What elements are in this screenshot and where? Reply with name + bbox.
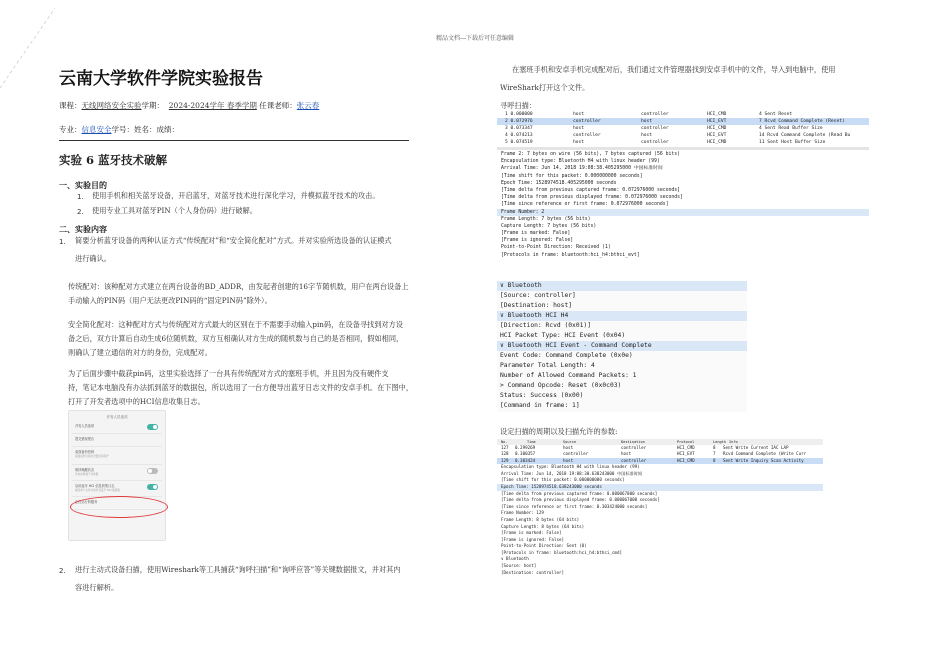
phone-setting-row [72,421,162,434]
purpose-heading: 一、实验目的 [59,181,107,190]
content-item-text: 进行确认。 [75,254,111,263]
phone-setting-label: 提交错误报告 [75,437,95,441]
detail-row[interactable]: [Frame is ignored: False] [501,536,565,542]
detail-row[interactable]: Frame Number: 129 [501,510,544,516]
packet-cell: 0.303424 [515,457,536,463]
protocol-tree-row[interactable]: [Direction: Rcvd (0x01)] [500,322,591,329]
packet-cell: 129 [501,457,509,463]
packet-cell: 4 Sent Reset [759,112,793,117]
right-intro-text: 在塞班手机和安卓手机完成配对后，我们通过文件管理器找到安卓手机中的文件，导入到电脑中，使用 [512,65,836,74]
detail-row[interactable]: [Time shift for this packet: 0.000000000 seconds] [501,173,643,179]
packet-cell: HCI_CMD [707,112,727,117]
packet-cell: controller [621,457,647,463]
purpose-item-text: 使用手机和相关蓝牙设备，开启蓝牙，对蓝牙技术进行深化学习，并模拟蓝牙技术的攻击。 [92,191,380,200]
demo-paragraph: 为了后面步骤中截获pin码，这里实验选择了一台具有传统配对方式的塞班手机，并且因为没有硬件支 [68,369,389,378]
detail-row[interactable]: [Frame is marked: False] [501,530,562,536]
packet-cell: 127 [501,445,509,450]
course-meta-line [59,100,319,111]
pane-divider [497,147,869,150]
packet-cell: Rcvd Command Complete (Write Curr [723,451,807,457]
packet-cell: host [573,112,585,117]
detail-row[interactable]: [Source: host] [501,563,537,569]
packet-row[interactable] [497,125,869,132]
wireshark-capture-1 [497,111,869,277]
packet-cell: host [563,445,574,450]
purpose-item-text: 使用专业工具对蓝牙PIN（个人身份码）进行破解。 [92,206,257,215]
red-annotation-circle [70,496,168,518]
content-item-text: 容进行解析。 [75,583,119,592]
protocol-tree-row[interactable]: > Command Opcode: Reset (0x0c03) [500,382,622,389]
term-label: 学期： [141,101,164,110]
packet-cell: HCI_CMD [677,457,695,463]
packet-cell: host [641,119,653,124]
detail-row[interactable]: Capture Length: 7 bytes (56 bits) [501,223,597,229]
column-header[interactable]: Protocol [677,440,695,444]
header-note: 精品文档---下载后可任意编辑 [435,35,515,42]
toggle-switch-off [147,468,158,474]
packet-cell: 4 Sent Read Buffer Size [759,126,823,131]
packet-cell: controller [641,126,669,131]
packet-cell: host [563,457,574,463]
packet-cell: HCI_CMD [707,126,727,131]
detail-row[interactable]: [Time since reference or first frame: 0.303424000 seconds] [501,503,648,509]
detail-row[interactable]: Epoch Time: 1528974518.638243000 seconds [497,484,823,491]
detail-row[interactable]: Frame Length: 7 bytes (56 bits) [501,216,591,222]
packet-cell: host [573,140,585,145]
detail-row[interactable]: Frame Length: 8 bytes (64 bits) [501,516,580,522]
packet-cell: 2 0.072976 [505,119,533,124]
student-info-labels: 学号：姓名：成绩： [111,125,179,134]
purpose-item-number: 1. [77,193,84,201]
packet-cell: controller [641,112,669,117]
phone-developer-options-screenshot [68,410,166,541]
toggle-switch-on [147,484,158,490]
packet-cell: host [573,126,585,131]
column-header[interactable]: Length [713,440,726,444]
packet-cell: 11 Sent Host Buffer Size [759,140,826,145]
detail-row[interactable]: [Time delta from previous captured frame: 0.072976000 seconds] [501,187,681,193]
detail-row[interactable]: Point-to-Point Direction: Sent (0) [501,543,587,549]
report-title: 云南大学软件学院实验报告 [59,69,263,89]
protocol-tree-row[interactable]: [Command in frame: 1] [500,402,580,409]
course-label: 课程： [59,101,82,110]
detail-row[interactable]: [Time shift for this packet: 0.000000000 seconds] [501,477,625,483]
phone-setting-label: 开发人员选项 [75,424,95,428]
packet-cell: HCI_EVT [707,133,727,138]
detail-row[interactable]: [Time delta from previous captured frame: 0.000067000 seconds] [501,490,658,496]
packet-cell: host [621,451,632,457]
term-value: 2024-2024学年 春季学期 [168,101,257,110]
packet-cell: 1 0.000000 [505,112,533,117]
phone-setting-row [72,481,162,497]
content-item-text: 简要分析蓝牙设备的两种认证方式“传统配对”和“安全简化配对”方式。并对实验所选设备的认证模式 [75,236,392,245]
detail-row[interactable]: [Destination: controller] [501,569,565,575]
column-header[interactable]: Destination [621,440,645,444]
wireshark-capture-2 [497,439,823,581]
detail-row[interactable]: Capture Length: 8 bytes (64 bits) [501,523,585,529]
packet-cell: 8 [713,445,716,450]
protocol-tree-row[interactable]: ∨ Bluetooth HCI Event - Command Complete [497,341,747,351]
phone-setting-sub: 桌面备份目前未设置密码保护 [75,455,109,458]
scan-params-label: 设定扫描的周期以及扫描允许的参数: [500,427,618,436]
detail-row[interactable]: [Time delta from previous displayed frame: 0.072976000 seconds] [501,195,683,201]
detail-row[interactable]: [Time since reference or first frame: 0.072976000 seconds] [501,202,669,208]
packet-cell: HCI_CMD [677,445,695,450]
protocol-tree-row[interactable]: HCI Packet Type: HCI Event (0x04) [500,332,626,339]
detail-row[interactable]: Arrival Time: Jun 14, 2018 19:08:38.638243000 中国标准时间 [501,470,643,476]
packet-cell: controller [563,451,589,457]
packet-row[interactable] [497,139,869,146]
inquiry-scan-label: 寻呼扫描： [500,101,536,110]
content-item-text: 进行主动式设备扫描，使用Wireshark等工具捕获“询呼扫描”和“询呼应答”等关键数据报文，并对其内 [75,565,401,574]
packet-cell: 128 [501,451,509,457]
packet-cell: HCI_EVT [707,119,727,124]
protocol-tree-row[interactable]: [Source: controller] [500,292,576,299]
packet-cell: Sent Write Inquiry Scan Activity [723,457,804,463]
packet-row[interactable] [497,118,869,125]
ssp-paragraph: 则确认了建立通信的对方的身份，完成配对。 [68,348,212,357]
traditional-pairing-paragraph: 手动输入的PIN码（用户无法更改PIN码的“固定PIN码”除外）。 [68,296,272,305]
content-heading: 二、实验内容 [59,225,107,234]
detail-row[interactable]: Encapsulation type: Bluetooth H4 with linux header (99) [501,159,660,165]
protocol-tree-row[interactable]: Number of Allowed Command Packets: 1 [500,372,637,379]
column-header[interactable]: Info [729,440,738,444]
phone-setting-label: 保持唤醒状态 [75,468,95,472]
detail-row[interactable]: ∨ Bluetooth [501,556,529,562]
protocol-tree-row[interactable]: Parameter Total Length: 4 [500,362,595,369]
packet-cell: controller [573,133,601,138]
protocol-tree-row[interactable]: [Destination: host] [500,302,573,309]
detail-row[interactable]: Epoch Time: 1528974518.405295000 seconds [501,180,617,186]
detail-row[interactable]: Encapsulation type: Bluetooth H4 with linux header (99) [501,464,640,470]
packet-row[interactable] [497,111,869,118]
phone-setting-row [72,434,162,447]
packet-row[interactable] [497,132,869,139]
detail-row[interactable]: Arrival Time: Jun 14, 2018 19:08:38.405295000 中国标准时间 [501,166,663,172]
packet-cell: 5 0.074519 [505,140,533,145]
packet-cell: 4 0.074213 [505,133,533,138]
content-item-number: 2. [59,567,66,575]
packet-details [497,151,869,259]
packet-list [497,111,869,146]
packet-cell: host [641,133,653,138]
packet-cell: 0.300357 [515,451,536,457]
packet-cell: 14 Rcvd Command Complete (Read Bu [759,133,851,138]
packet-cell: 7 Rcvd Command Complete (Reset) [759,119,845,124]
phone-setting-label: 启用蓝牙 HCI 信息收集日志 [75,484,115,488]
teacher-label: 任课老师： [259,101,297,110]
ssp-paragraph: 安全简化配对：这种配对方式与传统配对方式最大的区别在于不需要手动输入pin码，在设备寻找到对方设 [68,320,403,329]
packet-cell: HCI_EVT [677,451,695,457]
detail-row[interactable]: [Protocols in frame: bluetooth:hci_h4:bthci_evt] [501,252,640,258]
detail-row[interactable]: [Protocols in frame: bluetooth:hci_h4:bthci_cmd] [501,549,623,555]
traditional-pairing-paragraph: 传统配对：该种配对方式建立在两台设备的BD_ADDR，由发起者创建的16字节随机数，用户在两台设备上 [68,282,409,291]
packet-cell: 7 [713,451,716,457]
experiment-title: 实验 6 蓝牙技术破解 [59,153,168,167]
column-header[interactable]: No. [501,440,508,444]
packet-cell: controller [641,140,669,145]
packet-cell: 8 [713,457,716,463]
column-header[interactable]: Source [563,440,576,444]
wireshark-protocol-tree [497,281,747,412]
phone-screen-title: 开发人员选项 [106,415,128,419]
demo-paragraph: 打开了开发者选项中的HCI信息收集日志。 [68,397,205,406]
student-meta-line [59,124,179,135]
detail-row[interactable]: Frame 2: 7 bytes on wire (56 bits), 7 bytes captured (56 bits) [501,152,681,157]
phone-setting-label: 桌面备份密码 [75,450,95,454]
toggle-switch-on [147,424,158,430]
detail-row[interactable]: [Frame is ignored: False] [501,238,574,244]
detail-row[interactable]: [Frame is marked: False] [501,231,571,237]
protocol-tree-row[interactable]: ∨ Bluetooth [497,281,747,291]
phone-setting-sub: 捕获单个文件中的所有蓝牙 HCI 数据包 [75,489,121,492]
major-label: 专业： [59,125,82,134]
phone-setting-label: 正在运行的服务 [75,500,98,504]
teacher-value[interactable]: 张云春 [296,101,320,110]
content-item-number: 1. [59,238,66,246]
right-intro-text: WireShark打开这个文件。 [500,83,590,92]
column-header[interactable]: Time [527,440,536,444]
protocol-tree-rows [497,281,747,411]
phone-setting-row [72,465,162,481]
phone-setting-row [72,447,162,465]
purpose-item-number: 2. [77,208,84,216]
packet-cell: controller [621,445,647,450]
major-value[interactable]: 信息安全 [81,125,112,134]
protocol-tree-row[interactable]: ∨ Bluetooth HCI H4 [497,311,747,321]
packet-cell: controller [573,119,601,124]
detail-row[interactable]: [Time delta from previous displayed frame: 0.000067000 seconds] [501,497,660,503]
packet-cell: Sent Write Current IAC LAP [723,445,789,450]
page-corner-mark [0,0,60,90]
protocol-tree-row[interactable]: Status: Success (0x00) [500,392,584,399]
protocol-tree-row[interactable]: Event Code: Command Complete (0x0e) [500,352,633,359]
detail-row[interactable]: Point-to-Point Direction: Received (1) [501,245,611,251]
demo-paragraph: 持，笔记本电脑没有办法抓到蓝牙的数据包，所以选用了一台方便导出蓝牙日志文件的安卓手机。在下图中， [68,383,414,392]
packet-details [497,464,823,576]
phone-setting-sub: 充电时屏幕不会休眠 [75,473,99,476]
packet-list [497,445,823,464]
packet-cell: 3 0.073347 [505,126,533,131]
course-value: 无线网络安全实验 [81,101,142,110]
packet-cell: HCI_CMD [707,140,727,145]
header-rule [59,140,409,141]
packet-cell: 0.299269 [515,445,536,450]
ssp-paragraph: 备之后，双方计算后自动生成6位随机数，双方互相确认对方生成的随机数与自己的是否相同，假如相同， [68,334,404,343]
detail-row[interactable]: Frame Number: 2 [497,209,869,216]
